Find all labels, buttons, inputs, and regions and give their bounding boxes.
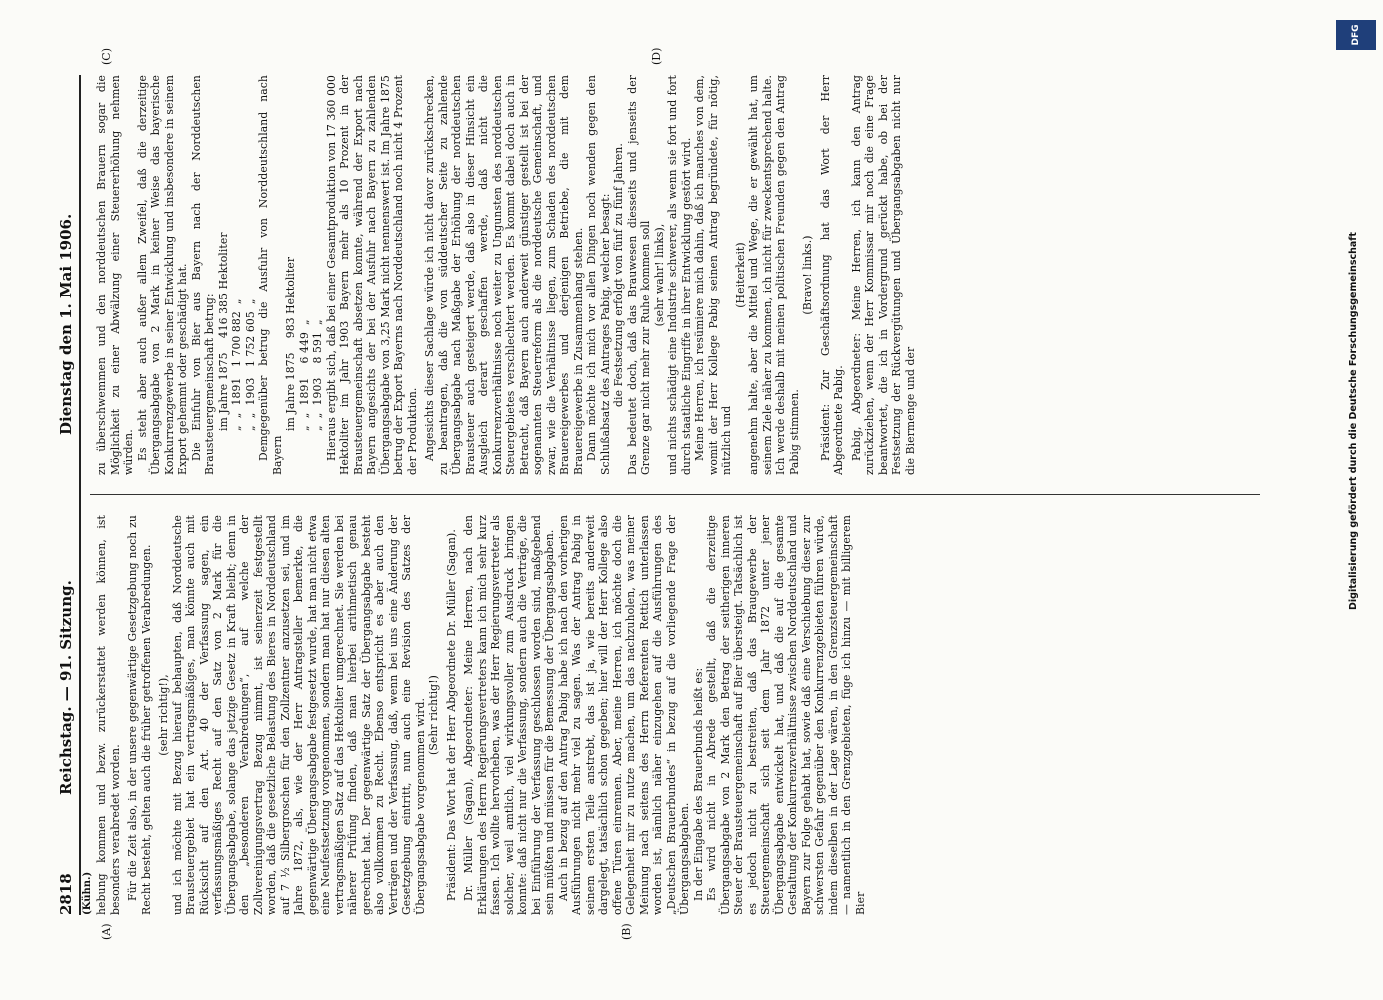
interjection: (Bravo! links.)	[801, 235, 814, 315]
left-running-title: Reichstag. — 91. Sitzung.	[57, 580, 75, 795]
dfg-attribution: Digitalisierung gefördert durch die Deutsche Forschungsgemeinschaft	[1348, 232, 1359, 610]
export-row: im Jahre 1875 983 Hektoliter	[284, 256, 297, 431]
paragraph: Angesichts dieser Sachlage würde ich nicht davor zurückschrecken, zu beantragen, daß die von süddeutscher Seite zu zahlende Übergangsabgabe nach Maßgabe der Erhöhung der norddeutschen Brausteuer auch gesteigert werde, daß also in dieser Hinsicht ein Ausgleich derart geschaffen werde, daß nicht die Konkurrenzverhältnisse noch weiter zu Ungunsten des norddeutschen Steuergebietes verschlechtert werden. Es kommt dabei doch auch in Betracht, daß Bayern auch anderweit günstiger gestellt ist bei der sogenannten Steuerreform als die norddeutsche Gemeinschaft, und zwar, wie die Verhältnisse liegen, zum Schaden des norddeutschen Brauereigewerbes und derjenigen Betriebe, die mit dem Brauereigewerbe in Zusammenhang stehen.	[423, 75, 585, 475]
paragraph: Demgegenüber betrug die Ausfuhr von Norddeutschland nach Bayern	[257, 75, 284, 475]
paragraph: Das bedeutet doch, daß das Brauwesen diesseits und jenseits der Grenze gar nicht mehr zur Ruhe kommen soll	[625, 75, 652, 475]
interjection: (sehr wahr! links),	[652, 223, 666, 327]
right-column	[95, 75, 1255, 475]
paragraph: Auch in bezug auf den Antrag Pabig habe ich nach den vorherigen Ausführungen nicht mehr viel zu sagen. Was der Antrag Pabig in seinem ersten Teile anstrebt, das ist ja, wie bereits anderweit dargelegt, tatsächlich schon gegeben; hier will der Herr Kollege also offene Türen einrennen. Aber, meine Herren, ich möchte doch die Gelegenheit mir zu nutze machen, um das nachzuholen, was meiner Meinung nach seitens des Herrn Referenten Rettich unterlassen worden ist, nämlich näher einzugehen auf die Ausführungen des „Deutschen Brauerbundes“ in bezug auf die vorliegende Frage der Übergangsabgaben.	[556, 515, 691, 915]
page-header	[55, 75, 79, 915]
import-row: „ „ 1891 1 700 882 „	[230, 298, 243, 431]
export-row: „ „ 1891 6 449 „	[297, 319, 311, 431]
dfg-logo: DFG	[1336, 20, 1376, 50]
paragraph: Es steht aber auch außer allem Zweifel, daß die derzeitige Übergangsabgabe von 2 Mark in keiner Weise das bayerische Konkurrenzgewerbe in seiner Entwicklung und insbesondere in seinem Export gehemmt oder geschädigt hat.	[135, 75, 189, 475]
interjection: (sehr richtig!),	[157, 674, 170, 756]
right-running-title: Dienstag den 1. Mai 1906.	[57, 213, 75, 435]
column-divider	[90, 494, 1260, 495]
speech-mueller: Dr. Müller (Sagan), Abgeordneter: Meine Herren, nach den Erklärungen des Herrn Regierungsvertreters kann ich mich sehr kurz fassen. Ich wollte hervorheben, was der Herr Regierungsvertreter als solcher, weil amtlich, viel wirkungsvoller zum Ausdruck bringen konnte: daß nicht nur die Verfassung, sondern auch die Verträge, die bei Einführung der Verfassung geschlossen worden sind, maßgebend sein müßten und müssen für die Bemessung der Übergangsabgaben.	[462, 515, 556, 915]
page-number: 2818	[57, 873, 75, 915]
import-row: „ „ 1903 1 752 605 „	[243, 298, 257, 431]
margin-mark-c: (C)	[100, 48, 113, 65]
paragraph: Meine Herren, ich resümiere mich dahin, daß ich manches von dem, womit der Herr Kollege Pabig seinen Antrag begründete, für nötig, nützlich und	[693, 75, 733, 475]
president-remark: Präsident: Das Wort hat der Herr Abgeordnete Dr. Müller (Sagan).	[444, 529, 458, 901]
margin-mark-b: (B)	[620, 923, 633, 940]
quotation: die Festsetzung erfolgt von fünf zu fünf Jahren.	[612, 143, 625, 407]
paragraph: Für die Zeit also, in der unsere gegenwärtige Gesetzgebung noch zu Recht besteht, gelten auch die früher getroffenen Verabredungen.	[126, 515, 153, 915]
paragraph: zu überschwemmen und den norddeutschen Brauern sogar die Möglichkeit zu einer Abwälzung einer Steuererhöhung nehmen würden.	[95, 75, 135, 475]
interjection: (Heiterkeit)	[733, 242, 747, 308]
paragraph: In der Eingabe des Brauerbunds heißt es:	[691, 667, 705, 901]
interjection: (Sehr richtig!)	[427, 675, 440, 755]
header-rule	[79, 75, 81, 915]
speech-pabig: Pabig, Abgeordneter: Meine Herren, ich kann den Antrag zurückziehen, wenn der Herr Kommissar mir noch die eine Frage beantwortet, die ich in Vordergrund gerückt habe, ob bei der Festsetzung der Rückvergütungen und Übergangsabgaben nicht nur die Biermenge und der	[849, 75, 917, 475]
paragraph: Dann möchte ich mich vor allen Dingen noch wenden gegen den Schlußabsatz des Antrages Pabig, welcher besagt:	[585, 75, 612, 475]
margin-mark-d: (D)	[650, 47, 663, 65]
quotation: Es wird nicht in Abrede gestellt, daß die derzeitige Übergangsabgabe von 2 Mark den Betrag der seitherigen inneren Steuer der Brausteuergemeinschaft auf Bier übersteigt. Tatsächlich ist es jedoch nicht zu bestreiten, daß das Braugewerbe der Steuergemeinschaft sich seit dem Jahr 1872 unter jener Übergangsabgabe entwickelt hat, und daß die auf die gesamte Gestaltung der Konkurrenzverhältnisse zwischen Norddeutschland und Bayern zur Folge gehabt hat, sowie daß eine Verschiebung dieser zur schwersten Gefahr gegenüber den Konkurrenzgebieten führen würde, indem dieselben in der Lage wären, in den Grenzsteuergemeinschaft — namentlich in den Grenzgebieten, füge ich hinzu — mit billigerem Bier	[705, 515, 867, 915]
left-column	[95, 515, 1255, 915]
speaker-tag: (Kühn.)	[82, 871, 93, 915]
import-row: im Jahre 1875 416 385 Hektoliter	[216, 232, 230, 431]
paragraph: und ich möchte mit Bezug hierauf behaupten, daß Norddeutsche Brausteuergebiet hat ein vertragsmäßiges, man könnte auch mit Rücksicht auf den Art. 40 der Verfassung sagen, ein verfassungsmäßiges Recht auf den Satz von 2 Mark für die Übergangsabgabe, solange das jetzige Gesetz in Kraft bleibt; denn in den „besonderen Verabredungen“, auf welche der Zollvereinigungsvertrag Bezug nimmt, ist seinerzeit festgestellt worden, daß die gesetzliche Belastung des Bieres in Norddeutschland auf 7 ½ Silbergroschen für den Zollzentner anzusetzen sei, und im Jahre 1872, als, wie der Herr Antragsteller bemerkte, die gegenwärtige Übergangsabgabe festgesetzt wurde, hat man nicht etwa eine Neufestsetzung vorgenommen, sondern man hat nur diesen alten vertragsmäßigen Satz auf das Hektoliter umgerechnet. Sie werden bei näherer Prüfung finden, daß man hierbei arithmetisch genau gerechnet hat. Der gegenwärtige Satz der Übergangsabgabe besteht also vollkommen zu Recht. Ebenso entspricht es aber auch den Verträgen und der Verfassung, daß, wenn bei uns eine Änderung der Gesetzgebung eintritt, nun auch eine Revision des Satzes der Übergangsabgabe vorgenommen wird.	[170, 515, 427, 915]
paragraph: Hieraus ergibt sich, daß bei einer Gesamtproduktion von 17 360 000 Hektoliter im Jahr 1903 Bayern mehr als 10 Prozent in der Brausteuergemeinschaft absetzen konnte, während der Export nach Bayern angesichts der bei der Ausfuhr nach Bayern zu zahlenden Übergangsabgabe von 3,25 Mark nicht nennenswert ist. Im Jahre 1875 betrug der Export Bayerns nach Norddeutschland noch nicht 4 Prozent der Produktion.	[324, 75, 419, 475]
paragraph: Die Einfuhr von Bier aus Bayern nach der Norddeutschen Brausteuergemeinschaft betrug:	[189, 75, 216, 475]
margin-mark-a: (A)	[100, 923, 113, 940]
paragraph: und nichts schädigt eine Industrie schwerer, als wenn sie fort und fort durch staatliche Eingriffe in ihrer Entwicklung gestört wird.	[666, 75, 693, 475]
paragraph: angenehm halte, aber die Mittel und Wege, die er gewählt hat, um seinem Ziele näher zu kommen, ich nicht für zweckentsprechend halte. Ich werde deshalb mit meinen politischen Freunden gegen den Antrag Pabig stimmen.	[747, 75, 801, 475]
president-remark: Präsident: Zur Geschäftsordnung hat das Wort der Herr Abgeordnete Pabig.	[818, 75, 845, 475]
paragraph: hebung kommen und bezw. zurückerstattet werden können, ist besonders verabredet worden.	[95, 515, 122, 915]
export-row: „ „ 1903 8 591 „	[311, 319, 324, 431]
